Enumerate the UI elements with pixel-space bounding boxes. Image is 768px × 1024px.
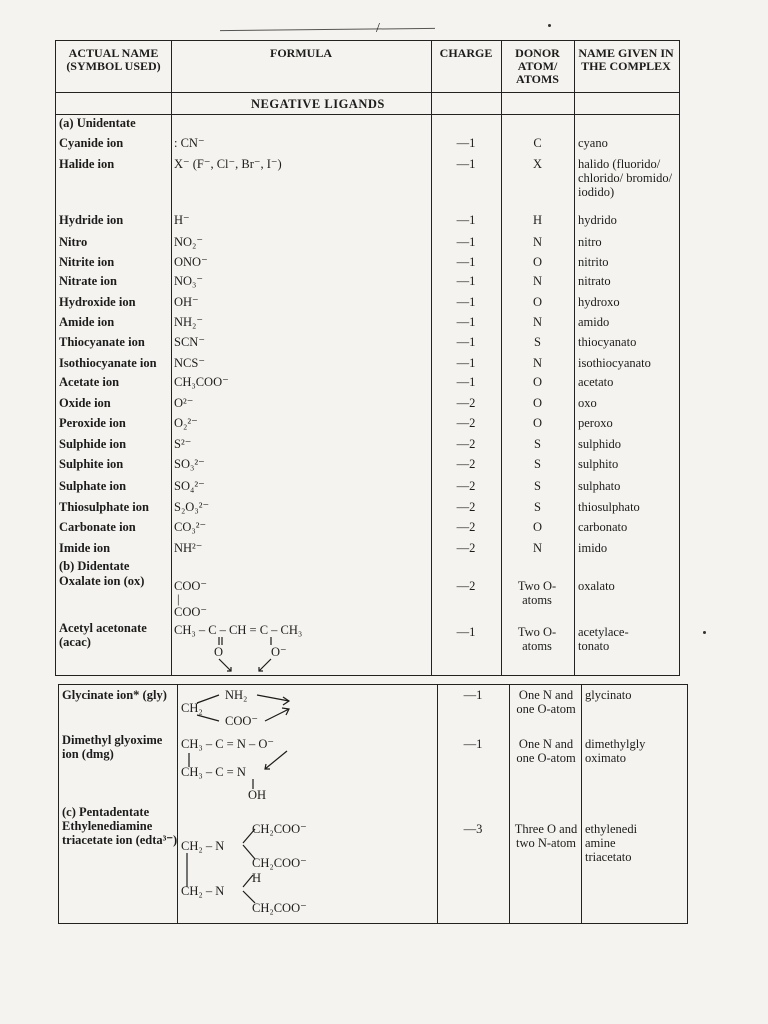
- row-formula: SCN⁻: [174, 335, 205, 349]
- row-formula: O₂²⁻: [174, 416, 198, 430]
- header-donor: DONOR ATOM/ ATOMS: [515, 46, 560, 86]
- row-donor: C: [533, 136, 542, 150]
- category-pentadentate: (c) Pentadentate: [62, 805, 150, 819]
- edta-name: Ethylenediamine triacetate ion (edta³⁻): [62, 819, 178, 847]
- row-charge: —1: [456, 356, 476, 370]
- row-complex-name: acetato: [578, 375, 614, 389]
- acac-donor: Two O-atoms: [517, 625, 557, 653]
- row-formula: NO₂⁻: [174, 235, 204, 249]
- row-complex-name: thiosulphato: [578, 500, 640, 514]
- dmg-formula-2: CH₃ – C = N: [181, 765, 246, 779]
- acac-formula-2: O: [214, 645, 224, 659]
- row-complex-name: sulphido: [578, 437, 622, 451]
- acac-charge: —1: [456, 625, 476, 639]
- category-didentate: (b) Didentate: [59, 559, 130, 573]
- dmg-charge: —1: [463, 737, 483, 751]
- glycinate-formula-coo: COO⁻: [225, 714, 258, 728]
- row-donor: H: [532, 213, 543, 227]
- glycinate-formula-nh2: NH₂: [225, 688, 248, 702]
- dmg-bond-structure: [177, 745, 307, 791]
- row-donor: S: [534, 500, 541, 514]
- row-name: Nitro: [59, 235, 88, 249]
- row-name: Peroxide ion: [59, 416, 126, 430]
- row-donor: S: [534, 437, 541, 451]
- row-complex-name: sulphito: [578, 457, 619, 471]
- row-complex-name: thiocyanato: [578, 335, 637, 349]
- row-charge: —2: [456, 520, 476, 534]
- row-complex-name: nitro: [578, 235, 602, 249]
- oxalate-formula-1: COO⁻: [174, 579, 207, 593]
- row-complex-name: isothiocyanato: [578, 356, 651, 370]
- oxalate-formula-2: |: [177, 592, 180, 606]
- edta-donor: Three O and two N-atom: [514, 822, 578, 850]
- row-name: Halide ion: [59, 157, 115, 171]
- row-charge: —1: [456, 136, 476, 150]
- row-formula: NCS⁻: [174, 356, 205, 370]
- edta-formula-1: CH₂COO⁻: [252, 822, 307, 836]
- row-charge: —1: [456, 295, 476, 309]
- row-name: Acetate ion: [59, 375, 120, 389]
- row-formula: S²⁻: [174, 437, 192, 451]
- row-donor: X: [532, 157, 543, 171]
- row-formula: OH⁻: [174, 295, 199, 309]
- row-complex-name: nitrato: [578, 274, 611, 288]
- row-charge: —2: [456, 396, 476, 410]
- header-actual-name: ACTUAL NAME (SYMBOL USED): [66, 46, 161, 73]
- row-formula: NH²⁻: [174, 541, 203, 555]
- row-formula: X⁻ (F⁻, Cl⁻, Br⁻, I⁻): [174, 157, 282, 171]
- row-formula: : CN⁻: [174, 136, 205, 150]
- dmg-donor: One N and one O-atom: [516, 737, 576, 765]
- row-name: Nitrite ion: [59, 255, 115, 269]
- row-donor: O: [532, 375, 543, 389]
- scan-dot: [703, 631, 706, 634]
- row-complex-name: peroxo: [578, 416, 613, 430]
- edta-formula-3: CH₂COO⁻: [252, 856, 307, 870]
- glycinate-charge: —1: [463, 688, 483, 702]
- edta-complex-name: ethylenedi amine triacetato: [585, 822, 638, 864]
- row-charge: —2: [456, 416, 476, 430]
- edta-formula-2: CH₂ – N: [181, 839, 225, 853]
- glycinate-bond-structure: [177, 685, 307, 731]
- oxalate-complex-name: oxalato: [578, 579, 615, 593]
- row-complex-name: sulphato: [578, 479, 621, 493]
- row-donor: S: [534, 479, 541, 493]
- edta-bond-structure: [177, 815, 317, 923]
- row-charge: —2: [456, 437, 476, 451]
- row-formula: ONO⁻: [174, 255, 208, 269]
- row-name: Nitrate ion: [59, 274, 117, 288]
- glycinate-name: Glycinate ion* (gly): [62, 688, 167, 702]
- row-formula: H⁻: [174, 213, 190, 227]
- ligand-table-negative: [55, 40, 680, 676]
- section-negative-ligands: NEGATIVE LIGANDS: [251, 97, 385, 111]
- dmg-name: Dimethyl glyoxime ion (dmg): [62, 733, 163, 761]
- row-charge: —2: [456, 541, 476, 555]
- row-formula: S₂O₃²⁻: [174, 500, 210, 514]
- row-formula: CH₃COO⁻: [174, 375, 229, 389]
- row-charge: —1: [456, 235, 476, 249]
- top-tick-mark: /: [376, 21, 380, 36]
- row-complex-name: cyano: [578, 136, 608, 150]
- acac-formula-3: O⁻: [271, 645, 287, 659]
- row-name: Cyanide ion: [59, 136, 124, 150]
- row-charge: —1: [456, 315, 476, 329]
- row-charge: —2: [456, 457, 476, 471]
- row-name: Thiosulphate ion: [59, 500, 149, 514]
- row-name: Isothiocyanate ion: [59, 356, 157, 370]
- row-complex-name: halido (fluorido/ chlorido/ bromido/ iodido): [578, 157, 673, 199]
- dmg-formula-oh: OH: [248, 788, 267, 802]
- row-charge: —1: [456, 255, 476, 269]
- row-formula: SO₄²⁻: [174, 479, 205, 493]
- row-name: Hydroxide ion: [59, 295, 136, 309]
- row-charge: —2: [456, 500, 476, 514]
- row-complex-name: nitrito: [578, 255, 609, 269]
- glycinate-complex-name: glycinato: [585, 688, 632, 702]
- row-donor: N: [532, 274, 543, 288]
- header-complex-name: NAME GIVEN IN THE COMPLEX: [578, 46, 674, 73]
- row-formula: NH₂⁻: [174, 315, 204, 329]
- oxalate-formula-3: COO⁻: [174, 605, 207, 619]
- acac-formula-1: CH₃ – C – CH = C – CH₃: [174, 623, 303, 637]
- row-complex-name: oxo: [578, 396, 597, 410]
- row-complex-name: imido: [578, 541, 608, 555]
- edta-formula-6: CH₂COO⁻: [252, 901, 307, 915]
- row-charge: —1: [456, 274, 476, 288]
- edta-formula-5: CH₂ – N: [181, 884, 225, 898]
- row-donor: O: [532, 295, 543, 309]
- glycinate-formula-ch2: CH₂: [181, 701, 203, 715]
- row-complex-name: hydroxo: [578, 295, 620, 309]
- row-name: Amide ion: [59, 315, 115, 329]
- row-name: Thiocyanate ion: [59, 335, 145, 349]
- row-donor: O: [532, 520, 543, 534]
- dmg-complex-name: dimethylgly oximato: [585, 737, 646, 765]
- row-name: Oxide ion: [59, 396, 111, 410]
- row-complex-name: carbonato: [578, 520, 628, 534]
- row-formula: NO₃⁻: [174, 274, 204, 288]
- edta-formula-h: H: [252, 871, 262, 885]
- row-donor: N: [532, 541, 543, 555]
- scan-line: [220, 28, 435, 31]
- row-donor: O: [532, 416, 543, 430]
- header-charge: CHARGE: [439, 46, 493, 60]
- oxalate-charge: —2: [456, 579, 476, 593]
- acac-complex-name: acetylace-tonato: [578, 625, 629, 653]
- row-name: Carbonate ion: [59, 520, 136, 534]
- row-donor: S: [534, 335, 541, 349]
- row-charge: —2: [456, 479, 476, 493]
- header-formula: FORMULA: [270, 46, 332, 60]
- acac-name: Acetyl acetonate (acac): [59, 621, 147, 649]
- row-name: Sulphide ion: [59, 437, 127, 451]
- row-name: Sulphate ion: [59, 479, 127, 493]
- row-formula: O²⁻: [174, 396, 194, 410]
- row-charge: —1: [456, 213, 476, 227]
- row-formula: SO₃²⁻: [174, 457, 205, 471]
- dmg-formula-1: CH₃ – C = N – O⁻: [181, 737, 275, 751]
- row-complex-name: hydrido: [578, 213, 617, 227]
- row-charge: —1: [456, 157, 476, 171]
- row-donor: N: [532, 315, 543, 329]
- row-donor: O: [532, 255, 543, 269]
- row-donor: N: [532, 356, 543, 370]
- row-name: Sulphite ion: [59, 457, 124, 471]
- row-complex-name: amido: [578, 315, 610, 329]
- row-charge: —1: [456, 335, 476, 349]
- row-name: Hydride ion: [59, 213, 124, 227]
- acac-bond-structure: [171, 633, 321, 675]
- scan-dot: [548, 24, 551, 27]
- row-formula: CO₃²⁻: [174, 520, 207, 534]
- edta-charge: —3: [463, 822, 483, 836]
- ligand-table-continued: [58, 684, 688, 924]
- row-name: Imide ion: [59, 541, 111, 555]
- oxalate-name: Oxalate ion (ox): [59, 574, 145, 588]
- row-charge: —1: [456, 375, 476, 389]
- glycinate-donor: One N and one O-atom: [516, 688, 576, 716]
- row-donor: O: [532, 396, 543, 410]
- oxalate-donor: Two O-atoms: [517, 579, 557, 607]
- category-unidentate: (a) Unidentate: [59, 116, 136, 130]
- row-donor: N: [532, 235, 543, 249]
- row-donor: S: [534, 457, 541, 471]
